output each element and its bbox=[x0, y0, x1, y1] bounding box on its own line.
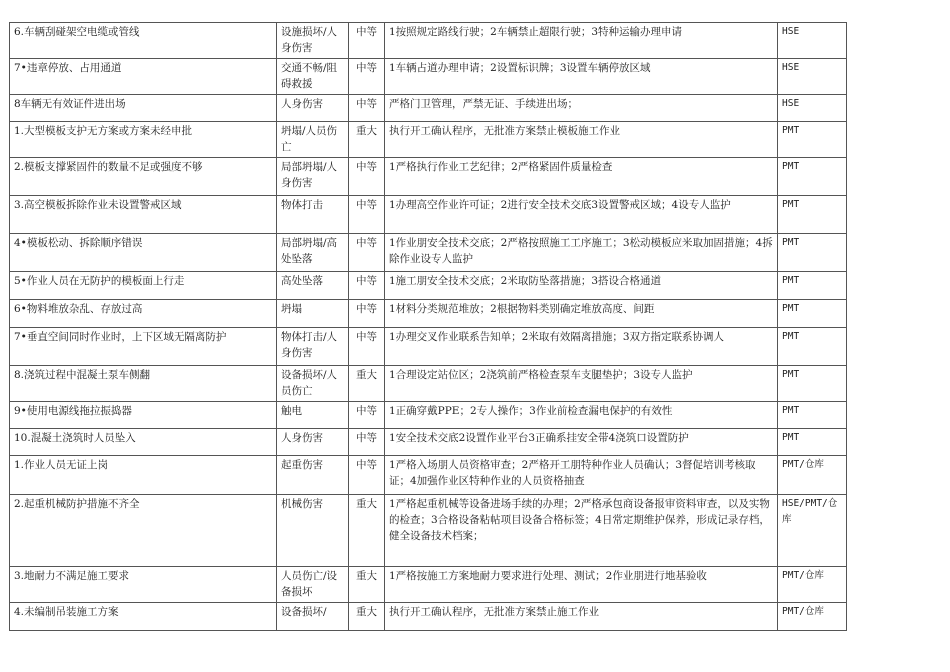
table-row bbox=[10, 456, 847, 495]
consequence-cell: 起重伤害 bbox=[277, 456, 349, 495]
responsible-dept-cell: PMT bbox=[778, 402, 847, 429]
responsible-dept-cell: PMT bbox=[778, 234, 847, 272]
responsible-dept-cell: HSE bbox=[778, 59, 847, 95]
hazard-cell: 4•模板松动、拆除顺序错误 bbox=[10, 234, 277, 272]
risk-level-cell: 中等 bbox=[349, 196, 385, 234]
risk-level-cell: 中等 bbox=[349, 300, 385, 328]
control-measures-cell: 1严格执行作业工艺纪律；2严格紧固件质量检查 bbox=[385, 158, 778, 196]
hazard-cell: 10.混凝土浇筑时人员坠入 bbox=[10, 429, 277, 456]
control-measures-cell: 1办理交叉作业联系告知单；2米取有效隔离措施；3双方指定联系协调人 bbox=[385, 328, 778, 366]
control-measures-cell: 1严格起重机械等设备进场手续的办理；2严格承包商设备报审资料审查，以及实物的检查；3合格设备粘帖项目设备合格标签；4日常定期维护保养，形成记录存档，健全设备技术档案； bbox=[385, 495, 778, 567]
hazard-cell: 1.大型模板支护无方案或方案未经申批 bbox=[10, 122, 277, 158]
consequence-cell: 人身伤害 bbox=[277, 95, 349, 122]
risk-table-body bbox=[10, 23, 847, 631]
control-measures-cell: 1材料分类规范堆放；2根据物料类别确定堆放高度、间距 bbox=[385, 300, 778, 328]
control-measures-cell: 1作业朋安全技术交底；2严格按照施工工序施工；3松动模板应米取加固措施；4拆除作业设专人监护 bbox=[385, 234, 778, 272]
responsible-dept-cell: PMT bbox=[778, 300, 847, 328]
responsible-dept-cell: PMT bbox=[778, 366, 847, 402]
hazard-cell: 4.未编制吊装施工方案 bbox=[10, 603, 277, 631]
risk-level-cell: 中等 bbox=[349, 158, 385, 196]
consequence-cell: 物体打击/人身伤害 bbox=[277, 328, 349, 366]
control-measures-cell: 1正确穿戴PPE；2专人操作；3作业前检查漏电保护的有效性 bbox=[385, 402, 778, 429]
risk-level-cell: 中等 bbox=[349, 95, 385, 122]
control-measures-cell: 1按照规定路线行驶；2车辆禁止超限行驶；3特种运输办理申请 bbox=[385, 23, 778, 59]
risk-level-cell: 中等 bbox=[349, 23, 385, 59]
consequence-cell: 设备损坏/人员伤亡 bbox=[277, 366, 349, 402]
control-measures-cell: 1车辆占道办理申请；2设置标识牌；3设置车辆停放区域 bbox=[385, 59, 778, 95]
risk-level-cell: 中等 bbox=[349, 456, 385, 495]
hazard-cell: 5•作业人员在无防护的模板面上行走 bbox=[10, 272, 277, 300]
risk-level-cell: 中等 bbox=[349, 59, 385, 95]
control-measures-cell: 执行开工确认程序，无批准方案禁止模板施工作业 bbox=[385, 122, 778, 158]
table-row bbox=[10, 23, 847, 59]
risk-assessment-sheet bbox=[9, 22, 846, 631]
risk-level-cell: 重大 bbox=[349, 366, 385, 402]
consequence-cell: 物体打击 bbox=[277, 196, 349, 234]
hazard-cell: 8车辆无有效证件进出场 bbox=[10, 95, 277, 122]
hazard-cell: 2.模板支撑紧固件的数量不足或强度不够 bbox=[10, 158, 277, 196]
hazard-cell: 6•物料堆放杂乱、存放过高 bbox=[10, 300, 277, 328]
risk-level-cell: 中等 bbox=[349, 234, 385, 272]
consequence-cell: 设备损坏/ bbox=[277, 603, 349, 631]
hazard-cell: 1.作业人员无证上岗 bbox=[10, 456, 277, 495]
risk-table bbox=[9, 22, 847, 631]
control-measures-cell: 1严格入场朋人员资格审查；2严格开工朋特种作业人员确认；3督促培训考核取证；4加强作业区特种作业的人员资格抽查 bbox=[385, 456, 778, 495]
hazard-cell: 7•违章停放、占用通道 bbox=[10, 59, 277, 95]
consequence-cell: 高处坠落 bbox=[277, 272, 349, 300]
risk-level-cell: 中等 bbox=[349, 328, 385, 366]
consequence-cell: 交通不畅/阻碍救援 bbox=[277, 59, 349, 95]
table-row bbox=[10, 158, 847, 196]
table-row bbox=[10, 567, 847, 603]
risk-level-cell: 重大 bbox=[349, 603, 385, 631]
consequence-cell: 坍塌/人员伤亡 bbox=[277, 122, 349, 158]
responsible-dept-cell: PMT/仓库 bbox=[778, 603, 847, 631]
responsible-dept-cell: PMT bbox=[778, 196, 847, 234]
table-row bbox=[10, 272, 847, 300]
table-row bbox=[10, 328, 847, 366]
control-measures-cell: 1办理高空作业许可证；2进行安全技术交底3设置警戒区域；4设专人监护 bbox=[385, 196, 778, 234]
consequence-cell: 触电 bbox=[277, 402, 349, 429]
risk-level-cell: 中等 bbox=[349, 272, 385, 300]
control-measures-cell: 严格门卫管理，严禁无证、手续进出场； bbox=[385, 95, 778, 122]
control-measures-cell: 1安全技术交底2设置作业平台3正确系挂安全带4浇筑口设置防护 bbox=[385, 429, 778, 456]
risk-level-cell: 中等 bbox=[349, 429, 385, 456]
hazard-cell: 9•使用电源线拖拉振捣器 bbox=[10, 402, 277, 429]
responsible-dept-cell: PMT bbox=[778, 122, 847, 158]
control-measures-cell: 1施工朋安全技术交底；2米取防坠落措施；3搭设合格通道 bbox=[385, 272, 778, 300]
consequence-cell: 设施损坏/人身伤害 bbox=[277, 23, 349, 59]
responsible-dept-cell: PMT/仓库 bbox=[778, 567, 847, 603]
consequence-cell: 人员伤亡/设备损坏 bbox=[277, 567, 349, 603]
responsible-dept-cell: PMT/仓库 bbox=[778, 456, 847, 495]
hazard-cell: 8.浇筑过程中混凝土泵车侧翻 bbox=[10, 366, 277, 402]
table-row bbox=[10, 196, 847, 234]
responsible-dept-cell: PMT bbox=[778, 272, 847, 300]
control-measures-cell: 1严格按施工方案地耐力要求进行处理、测试；2作业朋进行地基验收 bbox=[385, 567, 778, 603]
hazard-cell: 2.起重机械防护措施不齐全 bbox=[10, 495, 277, 567]
risk-level-cell: 中等 bbox=[349, 402, 385, 429]
table-row bbox=[10, 122, 847, 158]
hazard-cell: 6.车辆刮碰架空电缆或管线 bbox=[10, 23, 277, 59]
table-row bbox=[10, 234, 847, 272]
risk-level-cell: 重大 bbox=[349, 495, 385, 567]
control-measures-cell: 1合理设定站位区；2浇筑前严格检查泵车支腿垫护；3设专人监护 bbox=[385, 366, 778, 402]
hazard-cell: 7•垂直空间同时作业时，上下区域无隔离防护 bbox=[10, 328, 277, 366]
table-row bbox=[10, 366, 847, 402]
risk-level-cell: 重大 bbox=[349, 122, 385, 158]
responsible-dept-cell: HSE/PMT/仓库 bbox=[778, 495, 847, 567]
risk-level-cell: 重大 bbox=[349, 567, 385, 603]
table-row bbox=[10, 495, 847, 567]
consequence-cell: 人身伤害 bbox=[277, 429, 349, 456]
table-row bbox=[10, 95, 847, 122]
hazard-cell: 3.地耐力不满足施工要求 bbox=[10, 567, 277, 603]
table-row bbox=[10, 59, 847, 95]
responsible-dept-cell: PMT bbox=[778, 328, 847, 366]
responsible-dept-cell: PMT bbox=[778, 429, 847, 456]
responsible-dept-cell: HSE bbox=[778, 95, 847, 122]
consequence-cell: 局部坍塌/人身伤害 bbox=[277, 158, 349, 196]
consequence-cell: 局部坍塌/高处坠落 bbox=[277, 234, 349, 272]
table-row bbox=[10, 429, 847, 456]
table-row bbox=[10, 603, 847, 631]
control-measures-cell: 执行开工确认程序，无批准方案禁止施工作业 bbox=[385, 603, 778, 631]
responsible-dept-cell: PMT bbox=[778, 158, 847, 196]
hazard-cell: 3.高空模板拆除作业未设置警戒区域 bbox=[10, 196, 277, 234]
table-row bbox=[10, 300, 847, 328]
table-row bbox=[10, 402, 847, 429]
consequence-cell: 坍塌 bbox=[277, 300, 349, 328]
consequence-cell: 机械伤害 bbox=[277, 495, 349, 567]
responsible-dept-cell: HSE bbox=[778, 23, 847, 59]
